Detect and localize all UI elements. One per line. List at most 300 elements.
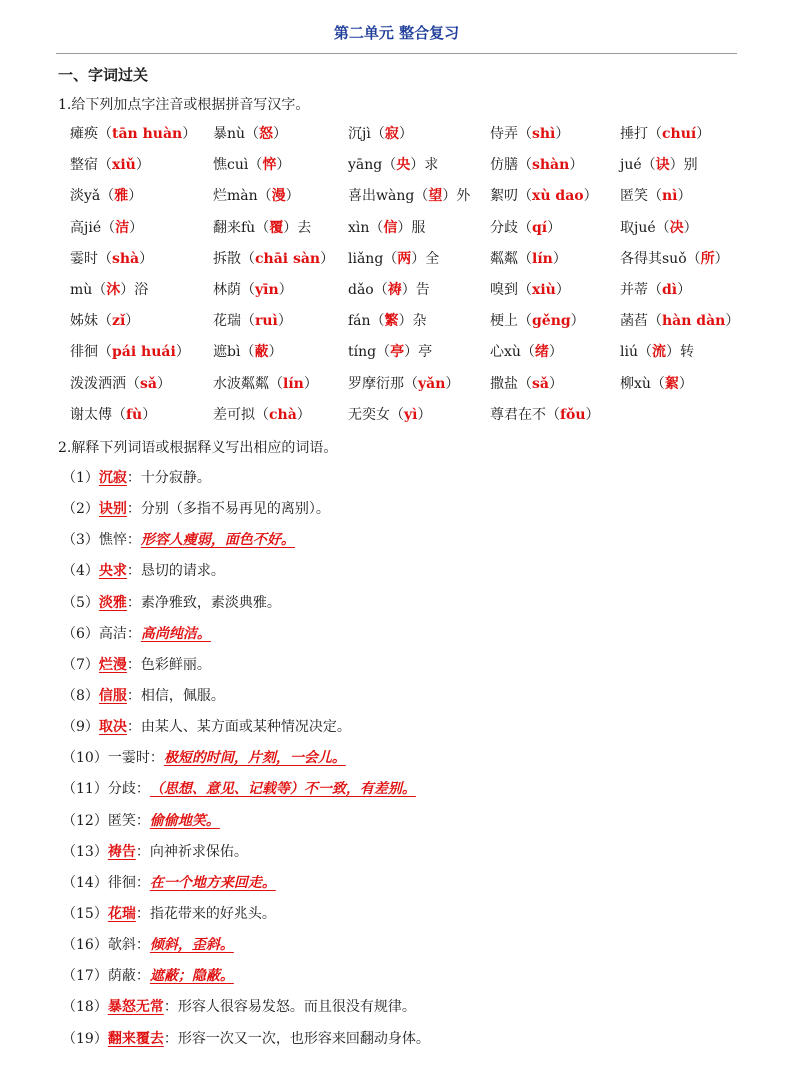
item-number: （16） (62, 937, 108, 954)
item-suffix: ） (320, 250, 335, 267)
page-title: 第二单元 整合复习 (333, 24, 460, 42)
exercise-item (70, 373, 171, 393)
exercise-item (490, 154, 583, 174)
item-answer: shà (112, 250, 140, 267)
item-prompt: 谢太傅（ (70, 406, 126, 423)
item-answer: yì (404, 406, 418, 423)
item-meaning: 高尚纯洁。 (140, 625, 211, 642)
exercise-row (70, 183, 760, 214)
exercise-item (620, 279, 691, 299)
item-separator: ： (135, 843, 150, 860)
item-answer: 繁 (384, 313, 399, 330)
item-prompt: dǎo（ (348, 281, 388, 298)
item-answer: ruì (255, 313, 278, 330)
exercise-item (620, 185, 692, 205)
item-prompt: 姊妹（ (70, 313, 112, 330)
item-separator: ： (126, 687, 141, 704)
item-separator: ： (135, 874, 150, 891)
item-meaning: 形容人瘦弱，面色不好。 (140, 532, 295, 549)
definition-item (62, 809, 762, 840)
item-suffix: ） (128, 188, 143, 205)
exercise-item (348, 373, 459, 393)
exercise-item (620, 373, 693, 393)
item-number: （1） (62, 470, 99, 486)
item-answer: 诀 (655, 157, 670, 174)
item-prompt: 絮叨（ (490, 188, 532, 205)
item-term: 高洁 (98, 625, 127, 642)
item-separator: ： (135, 905, 150, 922)
item-number: （2） (62, 501, 99, 518)
item-answer: 信 (383, 219, 398, 236)
item-suffix: ） (303, 375, 318, 392)
definition-item (62, 497, 762, 528)
exercise-item (490, 217, 561, 237)
exercise-item (620, 310, 739, 330)
definition-item (62, 684, 762, 715)
item-prompt: 林荫（ (213, 281, 255, 298)
item-number: （7） (62, 656, 99, 673)
exercise-item (490, 279, 570, 299)
item-answer: shì (532, 126, 556, 142)
item-answer: chuí (662, 126, 697, 142)
item-separator: ： (163, 1030, 178, 1047)
item-answer: pái huái (112, 344, 176, 361)
item-meaning: 形容人很容易发怒。而且很没有规律。 (177, 999, 416, 1016)
item-prompt: 粼粼（ (490, 250, 532, 267)
item-suffix: ） (142, 406, 157, 423)
item-prompt: 各得其suǒ（ (620, 250, 701, 267)
item-answer: qí (532, 219, 548, 236)
item-separator: ： (126, 719, 141, 736)
item-suffix: ）亭 (404, 344, 433, 361)
item-number: （15） (62, 905, 108, 922)
item-answer: 央 (396, 157, 411, 174)
item-suffix: ） (129, 219, 144, 236)
item-answer: chà (269, 406, 297, 423)
item-prompt: 分歧（ (490, 219, 532, 236)
item-prompt: 取jué（ (620, 219, 670, 236)
item-term: 花瑞 (107, 905, 136, 922)
item-prompt: 菡萏（ (620, 313, 662, 330)
item-suffix: ） (552, 250, 567, 267)
item-suffix: ） (445, 375, 460, 392)
item-suffix: ） (285, 188, 300, 205)
item-suffix: ） (548, 375, 563, 392)
item-prompt: 尊君在不（ (490, 406, 560, 423)
definition-item (62, 933, 762, 964)
item-suffix: ）别 (669, 157, 698, 174)
item-prompt: jué（ (620, 157, 656, 174)
item-prompt: 暴nù（ (213, 126, 260, 142)
item-meaning: 恳切的请求。 (140, 563, 225, 580)
item-answer: 流 (651, 344, 666, 361)
item-prompt: 嗅到（ (490, 281, 532, 298)
item-meaning: 遮蔽；隐蔽。 (149, 968, 234, 985)
exercise-item (490, 123, 569, 143)
item-separator: ： (135, 937, 150, 954)
item-answer: 两 (397, 250, 412, 267)
item-answer: 沐 (106, 281, 121, 298)
item-number: （13） (62, 843, 108, 860)
item-meaning: 分别（多指不易再见的离别）。 (140, 501, 330, 518)
item-number: （11） (62, 781, 108, 798)
item-meaning: 相信，佩服。 (140, 687, 225, 704)
item-suffix: ） (714, 250, 729, 267)
item-suffix: ） (547, 219, 562, 236)
item-answer: 悴 (262, 157, 277, 174)
exercise-item (348, 154, 438, 174)
item-prompt: 并蒂（ (620, 281, 662, 298)
exercise-item (348, 248, 439, 268)
exercise-item (620, 123, 710, 143)
exercise-item (490, 404, 600, 424)
item-answer: xù dao (532, 188, 584, 205)
item-suffix: ） (268, 344, 283, 361)
item-suffix: ） (139, 250, 154, 267)
item-suffix: ） (398, 126, 413, 142)
item-prompt: liú（ (620, 344, 652, 361)
definition-item (62, 715, 762, 746)
item-meaning: 十分寂静。 (140, 470, 211, 486)
item-term: 诀别 (98, 501, 127, 518)
item-number: （6） (62, 625, 99, 642)
item-term: 取决 (98, 719, 127, 736)
item-prompt: 遮bì（ (213, 344, 255, 361)
item-answer: shàn (532, 157, 570, 174)
item-suffix: ） (417, 406, 432, 423)
item-separator: ： (126, 501, 141, 518)
definition-item (62, 622, 762, 653)
item-term: 憔悴 (98, 532, 127, 549)
item-suffix: ） (569, 157, 584, 174)
item-suffix: ） (296, 406, 311, 423)
item-number: （17） (62, 968, 108, 985)
item-answer: gěng (532, 313, 571, 330)
item-meaning: 由某人、某方面或某种情况决定。 (140, 719, 351, 736)
item-term: 央求 (98, 563, 127, 580)
exercise-item (70, 248, 153, 268)
item-suffix: ）全 (411, 250, 440, 267)
item-answer: hàn dàn (662, 313, 726, 330)
item-suffix: ） (135, 157, 150, 174)
item-suffix: ） (555, 126, 570, 142)
item-suffix: ）转 (665, 344, 694, 361)
item-suffix: ） (277, 313, 292, 330)
item-prompt: 烂màn（ (213, 188, 272, 205)
item-prompt: 侍弄（ (490, 126, 532, 142)
item-prompt: 高jié（ (70, 219, 116, 236)
item-term: 欹斜 (107, 937, 136, 954)
item-suffix: ） (725, 313, 740, 330)
item-suffix: ）浴 (120, 281, 149, 298)
item-suffix: ） (585, 406, 600, 423)
item-answer: 蔽 (254, 344, 269, 361)
exercise-item (213, 123, 287, 143)
item-prompt: 花瑞（ (213, 313, 255, 330)
item-prompt: liǎng（ (348, 250, 398, 267)
item-prompt: 喜出wàng（ (348, 188, 429, 205)
item-meaning: 极短的时间，片刻，一会儿。 (163, 750, 346, 767)
item-suffix: ）告 (401, 281, 430, 298)
item-separator: ： (126, 532, 141, 549)
item-meaning: 向神祈求保佑。 (149, 843, 248, 860)
item-answer: xiù (532, 281, 556, 298)
definition-item (62, 964, 762, 995)
item-term: 沉寂 (98, 470, 127, 486)
pinyin-exercise-grid (70, 121, 760, 433)
exercise-item (490, 341, 563, 361)
item-suffix: ） (278, 281, 293, 298)
item-answer: 絮 (664, 375, 679, 392)
exercise-item (213, 373, 318, 393)
exercise-item (70, 310, 139, 330)
item-answer: yīn (255, 281, 279, 298)
item-separator: ： (126, 470, 141, 486)
item-prompt: tíng（ (348, 344, 391, 361)
item-answer: dì (662, 281, 678, 298)
item-suffix: ）服 (397, 219, 426, 236)
item-answer: zǐ (112, 313, 126, 330)
definition-item (62, 528, 762, 559)
item-term: 淡雅 (98, 594, 127, 611)
definition-item (62, 995, 762, 1026)
item-answer: 绪 (534, 344, 549, 361)
item-number: （18） (62, 999, 108, 1016)
exercise-row (70, 277, 760, 308)
definition-item (62, 653, 762, 684)
item-answer: yǎn (418, 375, 446, 392)
item-answer: 望 (428, 188, 443, 205)
item-term: 信服 (98, 687, 127, 704)
item-separator: ： (149, 750, 164, 767)
exercise-item (213, 341, 282, 361)
item-prompt: 瘫痪（ (70, 126, 112, 142)
item-number: （12） (62, 812, 108, 829)
exercise-item (70, 217, 143, 237)
exercise-item (213, 217, 311, 237)
exercise-row (70, 371, 760, 402)
definition-item (62, 591, 762, 622)
item-prompt: 憔cuì（ (213, 157, 263, 174)
item-suffix: ）求 (410, 157, 439, 174)
item-term: 烂漫 (98, 656, 127, 673)
definition-item (62, 902, 762, 933)
item-suffix: ） (570, 313, 585, 330)
definition-item (62, 777, 762, 808)
item-suffix: ） (677, 281, 692, 298)
section-heading: 一、字词过关 (58, 66, 149, 84)
exercise-item (70, 404, 156, 424)
item-prompt: mù（ (70, 281, 107, 298)
exercise-item (490, 248, 567, 268)
item-answer: fù (126, 406, 143, 423)
exercise-item (620, 217, 698, 237)
exercise-item (620, 341, 694, 361)
item-answer: tān huàn (112, 126, 183, 142)
item-prompt: 整宿（ (70, 157, 112, 174)
exercise-item (490, 373, 563, 393)
item-prompt: 水波粼粼（ (213, 375, 283, 392)
item-suffix: ） (677, 188, 692, 205)
item-answer: 寂 (384, 126, 399, 142)
exercise-item (348, 279, 430, 299)
item-term: 分歧 (107, 781, 136, 798)
exercise-item (348, 404, 431, 424)
item-suffix: ） (696, 126, 711, 142)
item-number: （4） (62, 563, 99, 580)
item-separator: ： (126, 625, 141, 642)
item-prompt: 拆散（ (213, 250, 255, 267)
item-meaning: 指花带来的好兆头。 (149, 905, 276, 922)
item-term: 翻来覆去 (107, 1030, 164, 1047)
item-suffix: ） (175, 344, 190, 361)
question-1-instruction: 1.给下列加点字注音或根据拼音写汉字。 (58, 97, 310, 113)
item-suffix: ）去 (283, 219, 312, 236)
exercise-item (70, 185, 142, 205)
item-prompt: 仿膳（ (490, 157, 532, 174)
item-term: 徘徊 (107, 874, 136, 891)
title-divider (56, 53, 737, 54)
exercise-item (348, 185, 470, 205)
exercise-item (70, 123, 196, 143)
definition-item (62, 840, 762, 871)
item-separator: ： (135, 781, 150, 798)
item-separator: ： (135, 968, 150, 985)
item-term: 暴怒无常 (107, 999, 164, 1016)
item-prompt: xìn（ (348, 219, 384, 236)
item-suffix: ） (678, 375, 693, 392)
exercise-item (620, 248, 729, 268)
definition-item (62, 559, 762, 590)
item-meaning: 偷偷地笑。 (149, 812, 220, 829)
item-prompt: 霎时（ (70, 250, 112, 267)
exercise-row (70, 152, 760, 183)
exercise-item (620, 154, 698, 174)
item-prompt: 罗摩衍那（ (348, 375, 418, 392)
item-suffix: ） (156, 375, 171, 392)
exercise-item (70, 154, 150, 174)
exercise-item (70, 341, 190, 361)
item-prompt: 匿笑（ (620, 188, 662, 205)
item-answer: fǒu (560, 406, 586, 423)
item-answer: 怒 (259, 126, 274, 142)
item-answer: 祷 (387, 281, 402, 298)
item-term: 匿笑 (107, 812, 136, 829)
question-2-instruction: 2.解释下列词语或根据释义写出相应的词语。 (58, 440, 338, 456)
definition-item (62, 871, 762, 902)
item-answer: 决 (669, 219, 684, 236)
item-number: （9） (62, 719, 99, 736)
exercise-row (70, 215, 760, 246)
exercise-item (213, 279, 293, 299)
item-prompt: 柳xù（ (620, 375, 665, 392)
item-suffix: ）外 (442, 188, 471, 205)
item-meaning: （思想、意见、记载等）不一致，有差别。 (149, 781, 416, 798)
item-prompt: 捶打（ (620, 126, 662, 142)
exercise-item (348, 341, 432, 361)
item-answer: chāi sàn (255, 250, 321, 267)
item-answer: xiǔ (112, 157, 136, 174)
exercise-item (213, 404, 311, 424)
item-separator: ： (126, 594, 141, 611)
item-prompt: yāng（ (348, 157, 397, 174)
item-prompt: 差可拟（ (213, 406, 269, 423)
item-suffix: ） (548, 344, 563, 361)
item-term: 一霎时 (107, 750, 150, 767)
exercise-item (490, 185, 598, 205)
item-prompt: 梗上（ (490, 313, 532, 330)
item-prompt: 无奕女（ (348, 406, 404, 423)
exercise-row (70, 246, 760, 277)
exercise-item (348, 123, 413, 143)
item-prompt: 淡yǎ（ (70, 188, 115, 205)
exercise-row (70, 402, 760, 433)
item-separator: ： (163, 999, 178, 1016)
exercise-item (348, 217, 425, 237)
item-number: （14） (62, 874, 108, 891)
item-answer: nì (662, 188, 678, 205)
exercise-item (490, 310, 585, 330)
item-suffix: ） (583, 188, 598, 205)
item-prompt: 心xù（ (490, 344, 535, 361)
item-meaning: 素净雅致，素淡典雅。 (140, 594, 281, 611)
item-number: （19） (62, 1030, 108, 1047)
exercise-item (213, 248, 334, 268)
item-answer: 覆 (269, 219, 284, 236)
item-separator: ： (126, 656, 141, 673)
item-meaning: 倾斜，歪斜。 (149, 937, 234, 954)
item-prompt: 撒盐（ (490, 375, 532, 392)
item-prompt: 沉jì（ (348, 126, 385, 142)
definitions-list (62, 466, 762, 1058)
item-suffix: ） (683, 219, 698, 236)
item-prompt: 翻来fù（ (213, 219, 270, 236)
item-meaning: 形容一次又一次，也形容来回翻动身体。 (177, 1030, 430, 1047)
item-prompt: 徘徊（ (70, 344, 112, 361)
item-term: 荫蔽 (107, 968, 136, 985)
exercise-item (213, 185, 300, 205)
exercise-row (70, 121, 760, 152)
item-meaning: 色彩鲜丽。 (140, 656, 211, 673)
item-suffix: ） (182, 126, 197, 142)
item-answer: sǎ (532, 375, 549, 392)
item-answer: 亭 (390, 344, 405, 361)
definition-item (62, 466, 762, 497)
item-answer: 漫 (271, 188, 286, 205)
item-answer: 雅 (114, 188, 129, 205)
item-number: （3） (62, 532, 99, 549)
exercise-row (70, 308, 760, 339)
item-separator: ： (126, 563, 141, 580)
exercise-row (70, 339, 760, 370)
item-suffix: ） (125, 313, 140, 330)
exercise-item (348, 310, 427, 330)
definition-item (62, 1027, 762, 1058)
item-number: （8） (62, 687, 99, 704)
definition-item (62, 746, 762, 777)
item-separator: ： (135, 812, 150, 829)
item-answer: lín (532, 250, 553, 267)
item-number: （5） (62, 594, 99, 611)
item-answer: sǎ (140, 375, 157, 392)
item-prompt: 泼泼洒洒（ (70, 375, 140, 392)
item-answer: 所 (700, 250, 715, 267)
item-answer: 洁 (115, 219, 130, 236)
exercise-item (70, 279, 148, 299)
item-suffix: ） (276, 157, 291, 174)
item-term: 祷告 (107, 843, 136, 860)
item-suffix: ） (555, 281, 570, 298)
